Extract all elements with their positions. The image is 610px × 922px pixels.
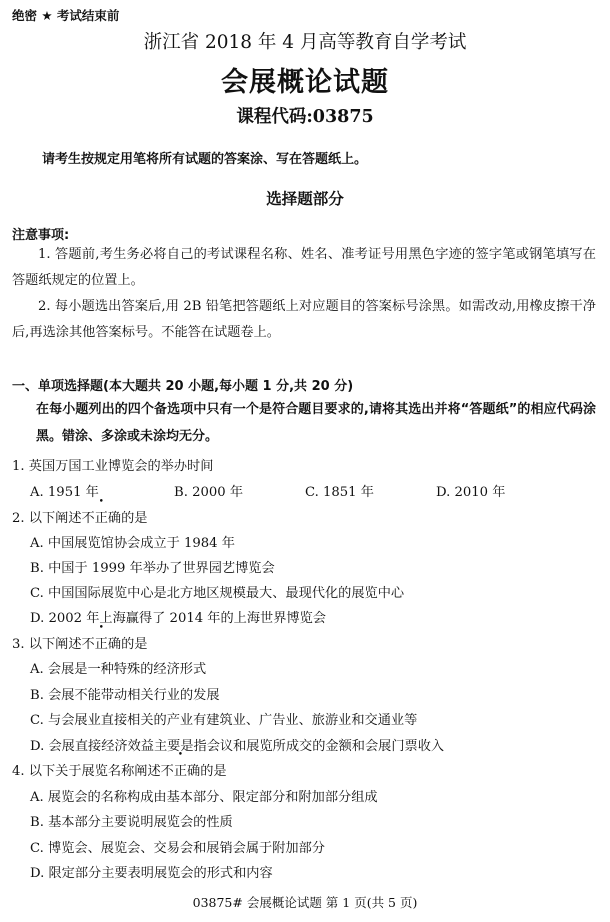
- q2-option-b: B. 中国于 1999 年举办了世界园艺博览会: [30, 561, 275, 576]
- note-item-1: 1. 答题前,考生务必将自己的考试课程名称、姓名、准考证号用黑色字迹的签字笔或钢笔填写在答题纸规定的位置上。: [12, 247, 596, 288]
- q3-option-d: D. 会展直接经济效益主要是指会议和展览所成交的金额和会展门票收入: [30, 739, 445, 754]
- q3-option-a: A. 会展是一种特殊的经济形式: [30, 662, 207, 677]
- exam-title: 浙江省 2018 年 4 月高等教育自学考试: [143, 32, 467, 53]
- page-footer: 03875# 会展概论试题 第 1 页(共 5 页): [192, 895, 418, 910]
- question-text: 1. 英国万国工业博览会的举办时间: [12, 459, 214, 474]
- section-heading: 一、单项选择题(本大题共 20 小题,每小题 1 分,共 20 分): [12, 379, 354, 394]
- question-text-tail: 的是: [121, 637, 148, 652]
- q1-option-d: D. 2010 年: [436, 485, 506, 500]
- question-4: [12, 760, 227, 779]
- q4-option-b: B. 基本部分主要说明展览会的性质: [30, 815, 233, 830]
- q3-option-b: B. 会展不能带动相关行业的发展: [30, 688, 220, 703]
- question-text-tail: 的是: [200, 764, 227, 779]
- question-text: 4. 以下关于展览名称阐述: [12, 764, 161, 779]
- question-2: [12, 507, 147, 526]
- paper-title: 会展概论试题: [221, 67, 389, 98]
- note-item-2: 2. 每小题选出答案后,用 2B 铅笔把答题纸上对应题目的答案标号涂黑。如需改动,用橡皮擦干净后,再选涂其他答案标号。不能答在试题卷上。: [12, 299, 596, 340]
- confidential-label: 绝密 ★ 考试结束前: [12, 8, 120, 23]
- q4-option-c: C. 博览会、展览会、交易会和展销会属于附加部分: [30, 841, 325, 856]
- section-description: 在每小题列出的四个备选项中只有一个是符合题目要求的,请将其选出并将“答题纸”的相应代码涂黑。错涂、多涂或未涂均无分。: [36, 402, 596, 444]
- q2-option-d: D. 2002 年上海赢得了 2014 年的上海世界博览会: [30, 611, 326, 626]
- q3-option-c: C. 与会展业直接相关的产业有建筑业、广告业、旅游业和交通业等: [30, 713, 418, 728]
- question-text: 3. 以下阐述: [12, 637, 82, 652]
- part-title: 选择题部分: [266, 190, 344, 208]
- answer-instruction: 请考生按规定用笔将所有试题的答案涂、写在答题纸上。: [42, 152, 368, 167]
- q4-option-a: A. 展览会的名称构成由基本部分、限定部分和附加部分组成: [30, 790, 378, 805]
- question-text: 2. 以下阐述: [12, 511, 82, 526]
- emphasis-not-correct: 不正确: [81, 511, 122, 526]
- q2-option-a: A. 中国展览馆协会成立于 1984 年: [30, 536, 235, 551]
- question-text-tail: 的是: [121, 511, 148, 526]
- question-1: [12, 455, 213, 474]
- q4-option-d: D. 限定部分主要表明展览会的形式和内容: [30, 866, 273, 881]
- q1-option-b: B. 2000 年: [174, 485, 244, 500]
- q2-option-c: C. 中国国际展览中心是北方地区规模最大、最现代化的展览中心: [30, 586, 405, 601]
- emphasis-not-correct: 不正确: [160, 764, 201, 779]
- course-code: 课程代码:03875: [236, 107, 374, 127]
- q1-option-a: A. 1951 年: [30, 485, 99, 500]
- question-3: [12, 633, 147, 652]
- notes-heading: 注意事项:: [12, 228, 70, 243]
- emphasis-not-correct: 不正确: [81, 637, 122, 652]
- q1-option-c: C. 1851 年: [305, 485, 374, 500]
